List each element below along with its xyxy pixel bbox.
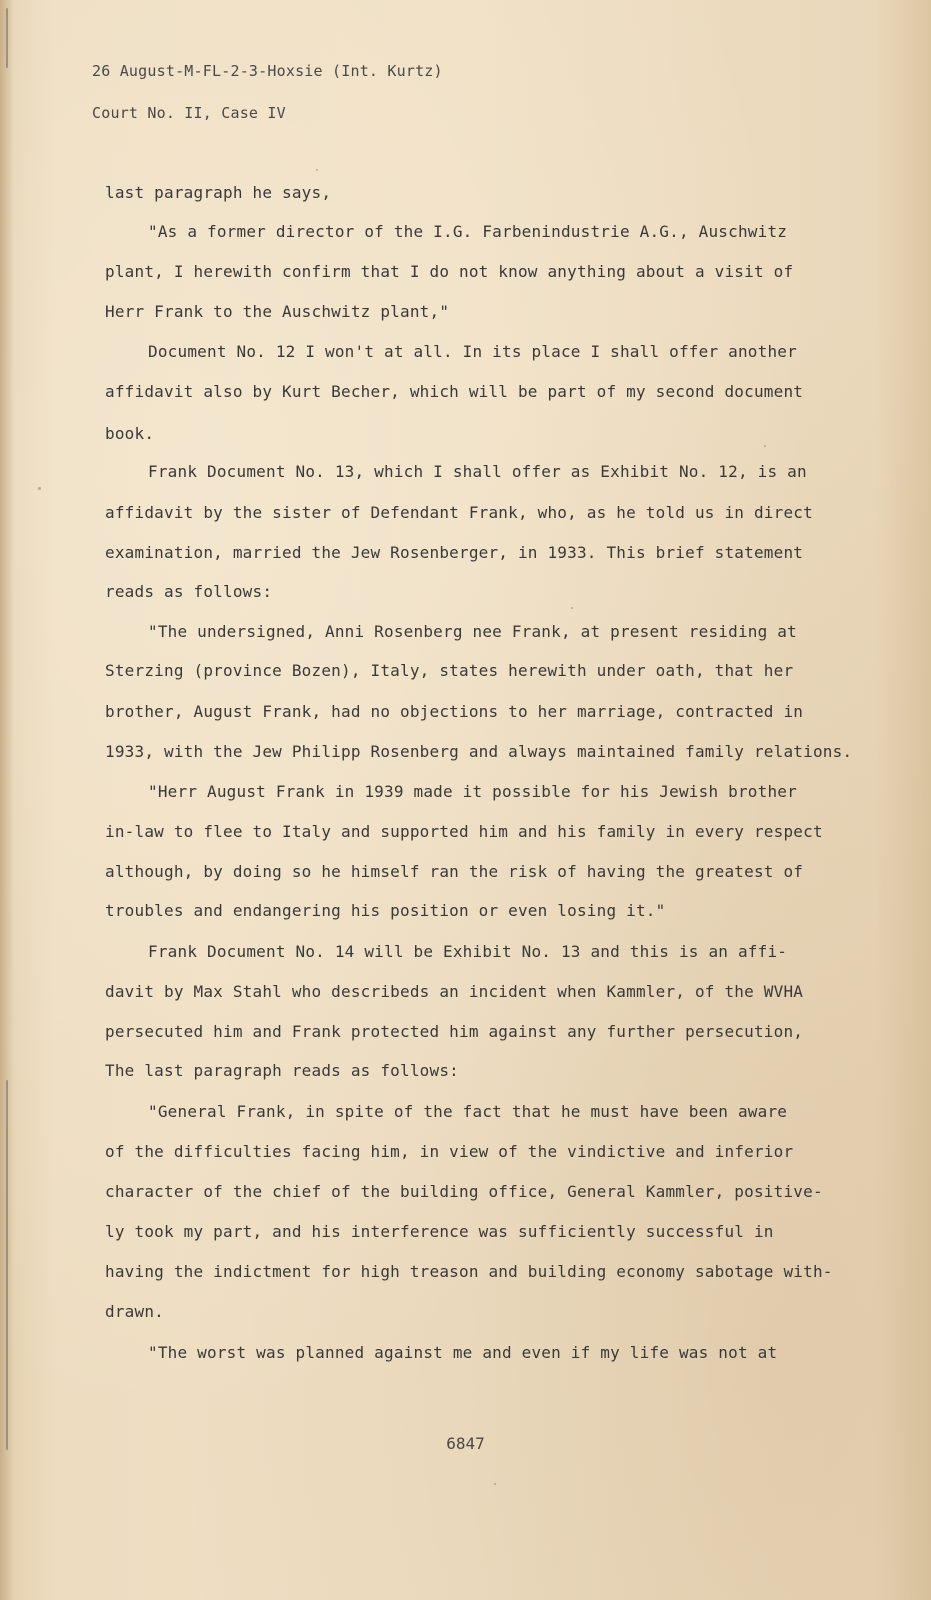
text-line: "The undersigned, Anni Rosenberg nee Frank, at present residing at: [148, 622, 797, 641]
text-line: although, by doing so he himself ran the risk of having the greatest of: [105, 862, 804, 881]
text-line: davit by Max Stahl who describeds an incident when Kammler, of the WVHA: [105, 982, 804, 1001]
text-line: "The worst was planned against me and even if my life was not at: [148, 1343, 778, 1362]
text-line: troubles and endangering his position or even losing it.": [105, 901, 666, 920]
text-line: Document No. 12 I won't at all. In its place I shall offer another: [148, 342, 797, 361]
text-line: ly took my part, and his interference was sufficiently successful in: [105, 1222, 774, 1241]
text-line: Sterzing (province Bozen), Italy, states herewith under oath, that her: [105, 661, 794, 680]
header-court-line: Court No. II, Case IV: [92, 104, 286, 122]
binding-mark: [6, 8, 8, 68]
text-line: last paragraph he says,: [105, 183, 332, 202]
page-number: 6847: [446, 1434, 485, 1453]
text-line: of the difficulties facing him, in view of the vindictive and inferior: [105, 1142, 794, 1161]
text-line: book.: [105, 424, 155, 443]
text-line: reads as follows:: [105, 582, 273, 601]
text-line: Frank Document No. 13, which I shall offer as Exhibit No. 12, is an: [148, 462, 807, 481]
text-line: "Herr August Frank in 1939 made it possible for his Jewish brother: [148, 782, 797, 801]
text-line: plant, I herewith confirm that I do not know anything about a visit of: [105, 262, 794, 281]
header-session-line: 26 August-M-FL-2-3-Hoxsie (Int. Kurtz): [92, 62, 443, 80]
text-line: Herr Frank to the Auschwitz plant,": [105, 302, 450, 321]
text-line: affidavit also by Kurt Becher, which will be part of my second document: [105, 382, 804, 401]
paper-speck: [571, 607, 573, 609]
text-line: examination, married the Jew Rosenberger, in 1933. This brief statement: [105, 543, 804, 562]
text-line: persecuted him and Frank protected him against any further persecution,: [105, 1022, 804, 1041]
text-line: "General Frank, in spite of the fact that he must have been aware: [148, 1102, 788, 1121]
text-line: The last paragraph reads as follows:: [105, 1061, 459, 1080]
binding-mark: [6, 1080, 8, 1450]
text-line: brother, August Frank, had no objections to her marriage, contracted in: [105, 702, 804, 721]
text-line: having the indictment for high treason and building economy sabotage with-: [105, 1262, 833, 1281]
text-line: character of the chief of the building office, General Kammler, positive-: [105, 1182, 823, 1201]
paper-speck: [38, 487, 41, 490]
paper-speck: [316, 169, 318, 171]
text-line: drawn.: [105, 1302, 164, 1321]
text-line: affidavit by the sister of Defendant Frank, who, as he told us in direct: [105, 503, 813, 522]
text-line: in-law to flee to Italy and supported him and his family in every respect: [105, 822, 823, 841]
text-line: Frank Document No. 14 will be Exhibit No. 13 and this is an affi-: [148, 942, 788, 961]
text-line: 1933, with the Jew Philipp Rosenberg and always maintained family relations.: [105, 742, 853, 761]
paper-speck: [764, 445, 766, 447]
paper-speck: [494, 1483, 496, 1485]
text-line: "As a former director of the I.G. Farbenindustrie A.G., Auschwitz: [148, 222, 788, 241]
